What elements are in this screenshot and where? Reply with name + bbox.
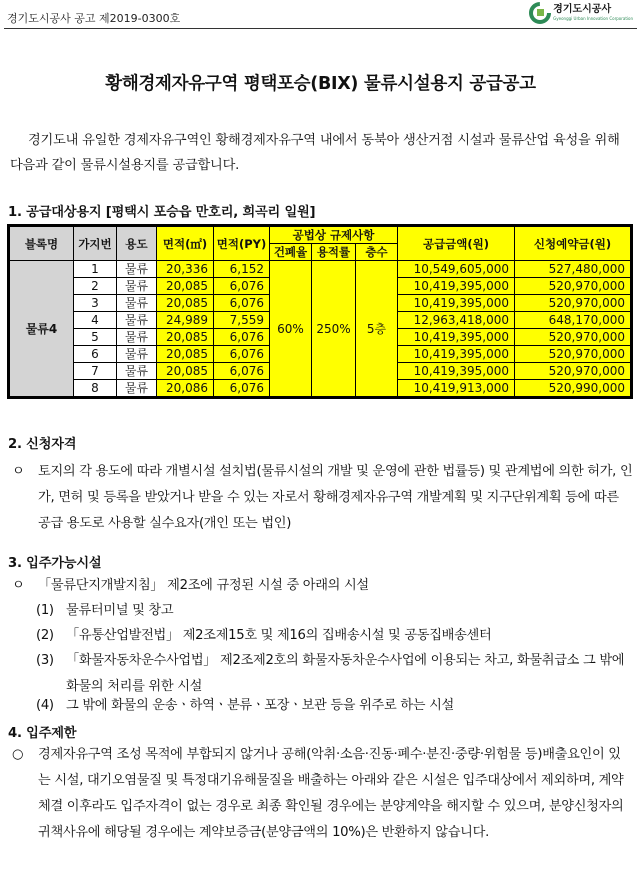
list-item-text: 「유통산업발전법」 제2조제15호 및 제16의 집배송시설 및 공동집배송센터 (66, 628, 492, 643)
lot-cell: 7 (74, 363, 117, 380)
lot-cell: 4 (74, 312, 117, 329)
list-item (36, 623, 632, 649)
bullet-mark: ㅇ (12, 578, 25, 593)
header-coverage: 건폐율 (270, 244, 312, 261)
logo-subtext: Gyeonggi Urban Innovation Corporation (553, 16, 633, 21)
section-3-title: 3. 입주가능시설 (8, 556, 102, 571)
header-price: 공급금액(원) (398, 227, 515, 261)
list-item (36, 693, 632, 719)
area-py-cell: 6,076 (214, 295, 270, 312)
lot-cell: 1 (74, 261, 117, 278)
price-cell: 10,419,913,000 (398, 380, 515, 397)
price-cell: 12,963,418,000 (398, 312, 515, 329)
lot-cell: 6 (74, 346, 117, 363)
list-item-number: (3) (36, 653, 54, 668)
document-header (0, 0, 641, 40)
deposit-cell: 520,970,000 (515, 278, 631, 295)
price-cell: 10,419,395,000 (398, 278, 515, 295)
area-m2-cell: 20,086 (157, 380, 214, 397)
use-cell: 물류 (117, 261, 157, 278)
use-cell: 물류 (117, 295, 157, 312)
intro-paragraph: 경기도내 유일한 경제자유구역인 황해경제자유구역 내에서 동북아 생산거점 시설과 물류산업 육성을 위해 다음과 같이 물류시설용지를 공급합니다. (10, 133, 620, 173)
area-m2-cell: 20,085 (157, 363, 214, 380)
section-4-paragraph (12, 742, 632, 846)
lot-cell: 5 (74, 329, 117, 346)
price-cell: 10,419,395,000 (398, 346, 515, 363)
list-item (36, 598, 632, 624)
section-4-title: 4. 입주제한 (8, 726, 77, 741)
deposit-cell: 520,990,000 (515, 380, 631, 397)
use-cell: 물류 (117, 278, 157, 295)
list-item-number: (1) (36, 603, 54, 618)
header-use: 용도 (117, 227, 157, 261)
price-cell: 10,549,605,000 (398, 261, 515, 278)
area-m2-cell: 24,989 (157, 312, 214, 329)
use-cell: 물류 (117, 346, 157, 363)
list-item-text: 「화물자동차운수사업법」 제2조제2호의 화물자동차운수사업에 이용되는 차고, 화물취급소 그 밖에 화물의 처리를 위한 시설 (66, 653, 625, 694)
section-3-paragraph (12, 573, 632, 599)
deposit-cell: 520,970,000 (515, 363, 631, 380)
area-py-cell: 7,559 (214, 312, 270, 329)
header-lot: 가지번 (74, 227, 117, 261)
area-m2-cell: 20,336 (157, 261, 214, 278)
area-py-cell: 6,152 (214, 261, 270, 278)
section-1-title: 1. 공급대상용지 [평택시 포승읍 만호리, 희곡리 일원] (8, 205, 316, 220)
section-2-paragraph (12, 459, 634, 537)
header-divider (4, 28, 637, 29)
use-cell: 물류 (117, 312, 157, 329)
area-m2-cell: 20,085 (157, 329, 214, 346)
list-item-number: (2) (36, 628, 54, 643)
lot-cell: 8 (74, 380, 117, 397)
deposit-cell: 527,480,000 (515, 261, 631, 278)
header-far: 용적률 (312, 244, 356, 261)
deposit-cell: 520,970,000 (515, 329, 631, 346)
list-item-text: 그 밖에 화물의 운송ㆍ하역ㆍ분류ㆍ포장ㆍ보관 등을 위주로 하는 시설 (66, 698, 454, 713)
area-py-cell: 6,076 (214, 329, 270, 346)
header-area-m2: 면적(㎡) (157, 227, 214, 261)
list-item-number: (4) (36, 698, 54, 713)
deposit-cell: 520,970,000 (515, 295, 631, 312)
header-block: 블록명 (10, 227, 74, 261)
page-title: 황해경제자유구역 평택포승(BIX) 물류시설용지 공급공고 (105, 74, 536, 94)
block-name-cell: 물류4 (10, 261, 74, 397)
section-2-text: 토지의 각 용도에 따라 개별시설 설치법(물류시설의 개발 및 운영에 관한 법률등) 및 관계법에 의한 허가, 인가, 면허 및 등록을 받았거나 받을 수 있는 자로서 황해경제자유구역 개발계획 및 지구단위계획 등에 따른 공급 용도로 사용할 실수요자(개인 또는 법인) (38, 464, 633, 531)
area-py-cell: 6,076 (214, 346, 270, 363)
header-area-py: 면적(PY) (214, 227, 270, 261)
price-cell: 10,419,395,000 (398, 363, 515, 380)
price-cell: 10,419,395,000 (398, 329, 515, 346)
area-py-cell: 6,076 (214, 363, 270, 380)
section-4-text: 경제자유구역 조성 목적에 부합되지 않거나 공해(악취·소음·진동·폐수·분진·중량·위험물 등)배출요인이 있는 시설, 대기오염물질 및 특정대기유해물질을 배출하는 아래와 같은 시설은 입주대상에서 제외하며, 계약체결 이후라도 입주자격이 없는 경우로 최종 확인될 경우에는 분양계약을 해지할 수 있으며, 분양신청자의 귀책사유에 해당될 경우에는 계약보증금(분양금액의 10%)은 반환하지 않습니다. (38, 747, 624, 840)
lot-cell: 2 (74, 278, 117, 295)
use-cell: 물류 (117, 363, 157, 380)
header-regulation: 공법상 규제사항 (270, 227, 398, 244)
lot-cell: 3 (74, 295, 117, 312)
gh-logo (528, 2, 633, 24)
header-floors: 층수 (356, 244, 398, 261)
section-3-text: 「물류단지개발지침」 제2조에 규정된 시설 중 아래의 시설 (38, 578, 369, 593)
area-m2-cell: 20,085 (157, 346, 214, 363)
area-py-cell: 6,076 (214, 380, 270, 397)
price-cell: 10,419,395,000 (398, 295, 515, 312)
use-cell: 물류 (117, 380, 157, 397)
area-m2-cell: 20,085 (157, 295, 214, 312)
floors-cell: 5층 (356, 261, 398, 397)
area-py-cell: 6,076 (214, 278, 270, 295)
bullet-mark: ㅇ (12, 464, 25, 479)
section-2-title: 2. 신청자격 (8, 437, 77, 452)
far-cell: 250% (312, 261, 356, 397)
area-m2-cell: 20,085 (157, 278, 214, 295)
deposit-cell: 520,970,000 (515, 346, 631, 363)
bullet-mark: ○ (12, 747, 24, 762)
header-deposit: 신청예약금(원) (515, 227, 631, 261)
use-cell: 물류 (117, 329, 157, 346)
logo-mark-icon (528, 2, 552, 24)
notice-number: 경기도시공사 공고 제2019-0300호 (7, 12, 181, 25)
logo-text: 경기도시공사 (553, 4, 612, 15)
supply-table (9, 226, 631, 397)
deposit-cell: 648,170,000 (515, 312, 631, 329)
coverage-cell: 60% (270, 261, 312, 397)
list-item-text: 물류터미널 및 창고 (66, 603, 174, 618)
table-row (10, 261, 631, 278)
